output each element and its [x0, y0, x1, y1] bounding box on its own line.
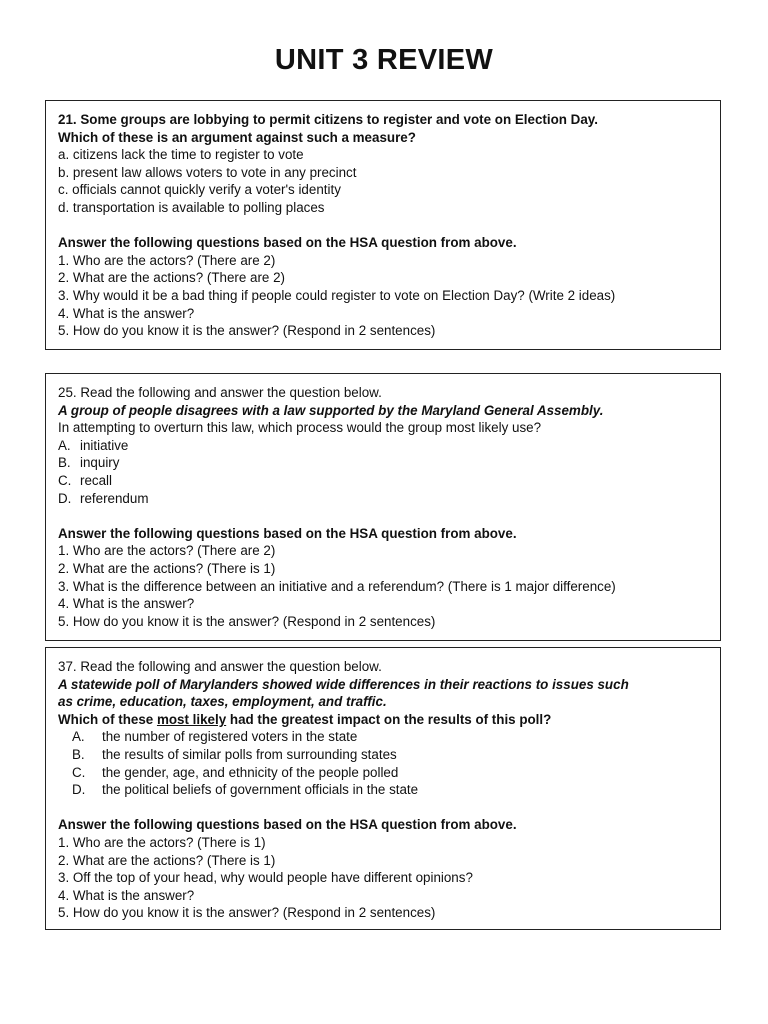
q37-follow-5: 5. How do you know it is the answer? (Respond in 2 sentences) [58, 905, 436, 921]
q37-option-b [58, 746, 708, 764]
q25-passage: A group of people disagrees with a law supported by the Maryland General Assembly. [58, 402, 604, 418]
q25-option-d [58, 490, 708, 508]
option-text: the political beliefs of government officials in the state [102, 782, 419, 798]
option-text: initiative [80, 437, 129, 453]
q37-question [58, 711, 708, 729]
q37-follow-1: 1. Who are the actors? (There is 1) [58, 834, 266, 850]
q37-passage-line2: as crime, education, taxes, employment, and traffic. [58, 694, 387, 710]
option-text: inquiry [80, 455, 120, 471]
question-37-box [45, 647, 721, 930]
q21-follow-heading: Answer the following questions based on the HSA question from above. [58, 235, 517, 251]
option-letter: A. [58, 437, 71, 453]
q21-follow-3: 3. Why would it be a bad thing if people could register to vote on Election Day? (Write 2 ideas) [58, 287, 616, 303]
q21-follow-5: 5. How do you know it is the answer? (Respond in 2 sentences) [58, 323, 436, 339]
q25-option-a [58, 437, 708, 455]
q25-follow-heading: Answer the following questions based on the HSA question from above. [58, 525, 517, 541]
q21-option-c: c. officials cannot quickly verify a voter's identity [58, 182, 341, 198]
q25-intro: 25. Read the following and answer the question below. [58, 385, 382, 400]
q25-option-c [58, 472, 708, 490]
q21-follow-2: 2. What are the actions? (There are 2) [58, 270, 286, 286]
question-25-box [45, 373, 721, 641]
option-letter: B. [72, 746, 85, 762]
q25-follow-1: 1. Who are the actors? (There are 2) [58, 543, 276, 559]
q21-follow-1: 1. Who are the actors? (There are 2) [58, 252, 276, 268]
q37-intro: 37. Read the following and answer the question below. [58, 659, 382, 674]
q37-passage-line1: A statewide poll of Marylanders showed wide differences in their reactions to issues such [58, 676, 629, 692]
page-title: UNIT 3 REVIEW [274, 44, 494, 76]
q37-follow-heading: Answer the following questions based on the HSA question from above. [58, 817, 517, 833]
q37-question-post: had the greatest impact on the results of this poll? [226, 711, 552, 727]
q21-option-a: a. citizens lack the time to register to vote [58, 147, 304, 163]
q21-stem-line1: 21. Some groups are lobbying to permit citizens to register and vote on Election Day. [58, 112, 598, 127]
option-letter: D. [72, 782, 86, 798]
option-letter: A. [72, 729, 85, 745]
q25-follow-2: 2. What are the actions? (There is 1) [58, 560, 276, 576]
option-letter: C. [58, 472, 72, 488]
q37-follow-4: 4. What is the answer? [58, 887, 195, 903]
q37-question-pre: Which of these [58, 711, 157, 727]
q37-option-a [58, 728, 708, 746]
option-letter: B. [58, 455, 71, 471]
q21-option-b: b. present law allows voters to vote in any precinct [58, 164, 357, 180]
q25-question: In attempting to overturn this law, which process would the group most likely use? [58, 420, 542, 436]
q21-option-d: d. transportation is available to polling places [58, 199, 325, 215]
q37-option-d [58, 781, 708, 799]
option-text: recall [80, 472, 112, 488]
q25-follow-5: 5. How do you know it is the answer? (Respond in 2 sentences) [58, 613, 436, 629]
option-text: the number of registered voters in the state [102, 729, 358, 745]
q21-stem-line2: Which of these is an argument against such a measure? [58, 129, 416, 145]
q25-follow-3: 3. What is the difference between an initiative and a referendum? (There is 1 major difference) [58, 578, 616, 594]
question-21-box [45, 100, 721, 350]
q37-option-c [58, 764, 708, 782]
option-text: the gender, age, and ethnicity of the people polled [102, 764, 399, 780]
q25-follow-4: 4. What is the answer? [58, 596, 195, 612]
q37-follow-3: 3. Off the top of your head, why would people have different opinions? [58, 870, 473, 886]
option-text: the results of similar polls from surrounding states [102, 746, 397, 762]
option-text: referendum [80, 490, 149, 506]
option-letter: D. [58, 490, 72, 506]
option-letter: C. [72, 764, 86, 780]
q37-question-underlined: most likely [156, 711, 227, 727]
q25-option-b [58, 454, 708, 472]
q21-follow-4: 4. What is the answer? [58, 305, 195, 321]
q37-follow-2: 2. What are the actions? (There is 1) [58, 852, 276, 868]
